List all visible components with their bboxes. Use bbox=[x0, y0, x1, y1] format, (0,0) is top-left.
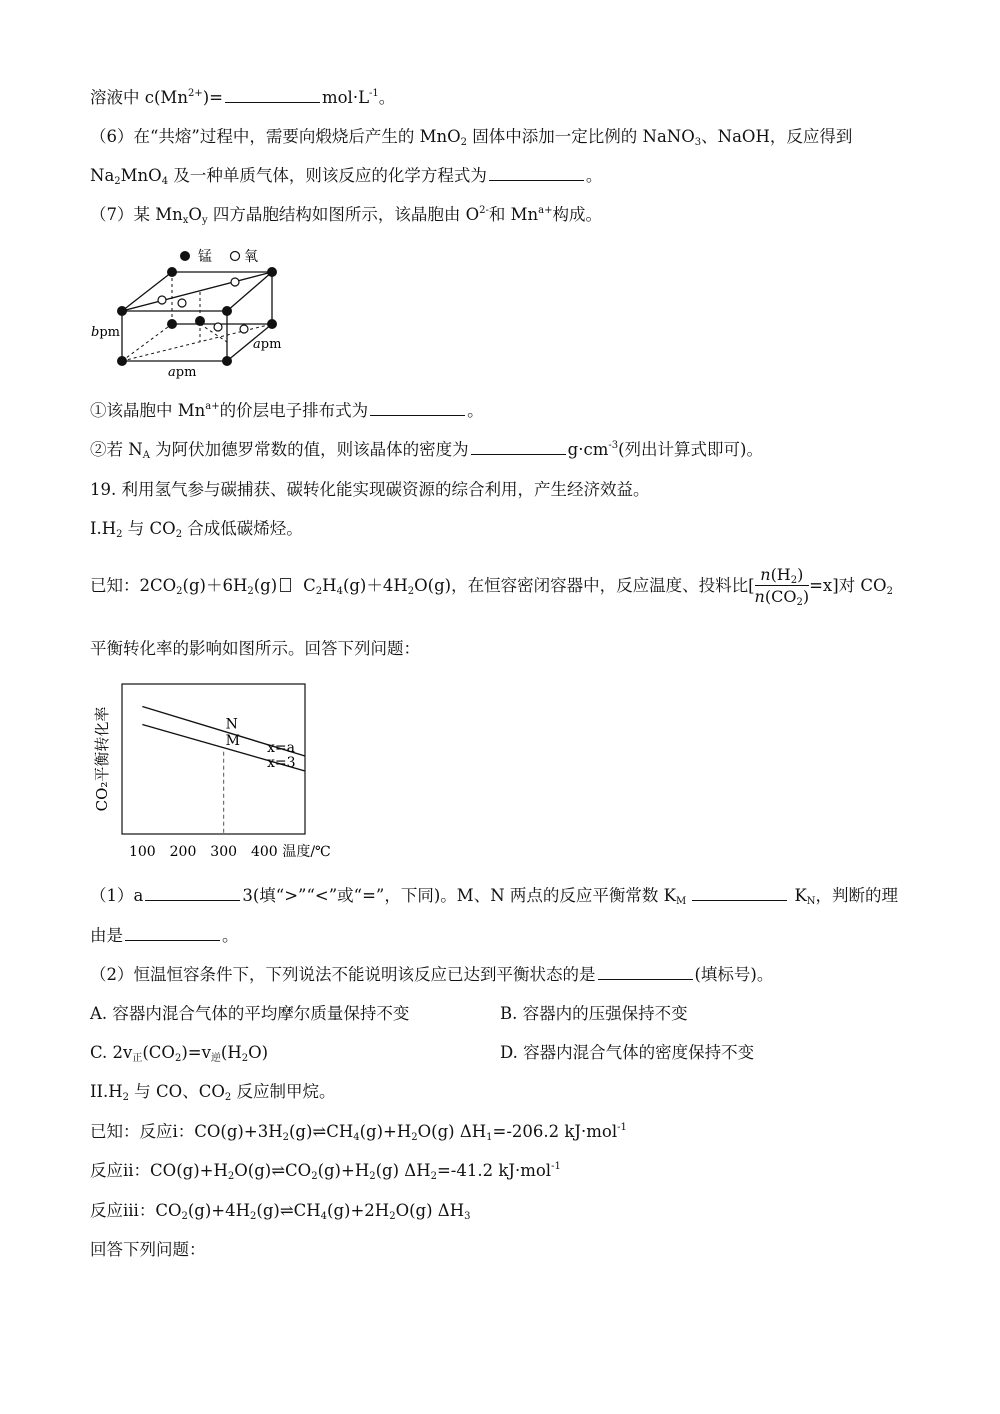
sub: 2 bbox=[430, 1171, 437, 1182]
sub: x bbox=[182, 215, 189, 226]
sup: a+ bbox=[205, 401, 220, 412]
sup: 2- bbox=[479, 205, 489, 216]
legend-o-label: 氧 bbox=[244, 249, 258, 265]
label-apm-right: apm bbox=[253, 337, 282, 352]
text: (g)⇌CH bbox=[256, 1201, 321, 1220]
text: (g)＋4H bbox=[342, 576, 408, 595]
text: =x]对 CO bbox=[809, 576, 887, 595]
sub: 2 bbox=[227, 1171, 235, 1182]
feed-ratio-fraction: $\frac{n(H_2)}{n(CO_2)}$ bbox=[754, 565, 810, 608]
text: O(g) ΔH bbox=[395, 1201, 465, 1220]
legend-mn-dot bbox=[180, 251, 190, 261]
text: O(g) ΔH bbox=[417, 1122, 487, 1141]
text: （2）恒温恒容条件下，下列说法不能说明该反应已达到平衡状态的是 bbox=[90, 965, 596, 984]
answer-blank[interactable] bbox=[225, 86, 320, 103]
part1-heading bbox=[90, 517, 303, 541]
text: ①该晶胞中 Mn bbox=[90, 401, 206, 420]
sub: 2 bbox=[241, 1053, 249, 1064]
sub: M bbox=[675, 896, 687, 907]
text: 构成。 bbox=[552, 205, 602, 224]
x-axis-label: 温度/℃ bbox=[282, 844, 331, 860]
text: 反应iii：CO bbox=[90, 1201, 182, 1220]
text: (H bbox=[220, 1043, 242, 1062]
sub: N bbox=[806, 896, 816, 907]
text: C. 2v bbox=[90, 1043, 133, 1062]
q6-line1 bbox=[90, 125, 852, 149]
text: O(g)，在恒容密闭容器中，反应温度、投料比[ bbox=[414, 576, 755, 595]
text: 及一种单质气体，则该反应的化学方程式为 bbox=[168, 166, 487, 185]
sup: -1 bbox=[369, 88, 379, 99]
text: =-206.2 kJ·mol bbox=[492, 1122, 618, 1141]
unit: mol·L bbox=[321, 88, 370, 107]
sub: 逆 bbox=[210, 1053, 221, 1064]
label-bpm: bpm bbox=[91, 325, 120, 340]
text: 四方晶胞结构如图所示，该晶胞由 O bbox=[207, 205, 480, 224]
text: 固体中添加一定比例的 NaNO bbox=[467, 127, 695, 146]
text: 。 bbox=[222, 926, 239, 945]
q19-2-line bbox=[90, 963, 773, 987]
sub: 2 bbox=[175, 529, 183, 540]
sub: 2 bbox=[460, 137, 468, 148]
sub: 4 bbox=[336, 586, 343, 597]
text: 3(填“>”“<”或“=”，下同)。M、N 两点的反应平衡常数 K bbox=[242, 886, 676, 905]
sup: -1 bbox=[617, 1122, 627, 1133]
sub: 2 bbox=[116, 529, 123, 540]
sub: 2 bbox=[176, 586, 183, 597]
sub: 4 bbox=[320, 1211, 328, 1222]
text: 与 CO bbox=[122, 519, 176, 538]
text: （1）a bbox=[90, 886, 144, 905]
text: 反应制甲烷。 bbox=[231, 1082, 336, 1101]
x-tick-label: 400 bbox=[250, 844, 278, 860]
sub: 4 bbox=[161, 176, 169, 187]
sub: 2 bbox=[247, 586, 254, 597]
text: (g)+2H bbox=[327, 1201, 390, 1220]
text: 已知：2CO bbox=[90, 576, 177, 595]
legend-mn-label: 锰 bbox=[198, 249, 212, 265]
sub: y bbox=[201, 215, 208, 226]
text: (列出计算式即可)。 bbox=[618, 440, 763, 459]
text: 为阿伏加德罗常数的值，则该晶体的密度为 bbox=[149, 440, 469, 459]
text: (CO bbox=[142, 1043, 175, 1062]
sub: 4 bbox=[353, 1132, 360, 1143]
crystal-cell-figure bbox=[85, 240, 305, 380]
text: (g)+H bbox=[359, 1122, 412, 1141]
text: （6）在“共熔”过程中，需要向煅烧后产生的 MnO bbox=[90, 127, 461, 146]
x-tick-label: 100 bbox=[128, 844, 156, 860]
text: Na bbox=[90, 166, 115, 185]
sub: 2 bbox=[369, 1171, 376, 1182]
text: H bbox=[322, 576, 337, 595]
equilibrium-box-glyph bbox=[280, 578, 291, 592]
reaction-iii bbox=[90, 1199, 470, 1223]
answer-blank[interactable] bbox=[125, 924, 220, 941]
text: II.H bbox=[90, 1082, 123, 1101]
text: 。 bbox=[378, 88, 396, 107]
unit: g·cm bbox=[567, 440, 609, 459]
q19-1-line: （1）a 3(填“>”“<”或“=”，下同)。M、N 两点的反应平衡常数 $K_M$ $K_N$，判断的理 bbox=[90, 886, 899, 907]
q5-tail-line bbox=[90, 86, 395, 110]
text: (g) ΔH bbox=[375, 1161, 431, 1180]
sub: 2 bbox=[411, 1132, 418, 1143]
text: 合成低碳烯烃。 bbox=[182, 519, 303, 538]
question-number: 19. bbox=[90, 480, 117, 499]
text: O bbox=[188, 205, 202, 224]
sub: 2 bbox=[174, 1053, 182, 1064]
text: (g) bbox=[253, 576, 278, 595]
text: O) bbox=[248, 1043, 269, 1062]
text: (填标号)。 bbox=[694, 965, 774, 984]
sub: 3 bbox=[464, 1211, 471, 1222]
option-b[interactable]: B. 容器内的压强保持不变 bbox=[500, 1004, 688, 1023]
sup: -3 bbox=[608, 440, 619, 451]
option-a[interactable]: A. 容器内混合气体的平均摩尔质量保持不变 bbox=[90, 1004, 410, 1023]
text: =-41.2 kJ·mol bbox=[436, 1161, 552, 1180]
sup: 2+ bbox=[187, 88, 203, 99]
x-tick-label: 300 bbox=[210, 844, 238, 860]
text: （7）某 Mn bbox=[90, 205, 183, 224]
text: 和 Mn bbox=[488, 205, 539, 224]
text: 由是 bbox=[90, 926, 123, 945]
text: (g)+4H bbox=[187, 1201, 251, 1220]
label-apm-bottom: apm bbox=[168, 365, 197, 380]
text: 利用氢气参与碳捕获、碳转化能实现碳资源的综合利用，产生经济效益。 bbox=[121, 480, 650, 499]
sub: A bbox=[142, 450, 150, 461]
sub: 2 bbox=[224, 1092, 232, 1103]
point-label-N: N bbox=[225, 716, 238, 733]
point-label-M: M bbox=[225, 732, 241, 749]
answer-blank[interactable] bbox=[598, 963, 693, 980]
q19-heading bbox=[90, 478, 650, 502]
sub: 2 bbox=[886, 586, 893, 597]
part2-heading bbox=[90, 1080, 335, 1104]
co2-conversion-chart bbox=[85, 676, 331, 866]
text: ②若 N bbox=[90, 440, 143, 459]
text: O(g)⇌CO bbox=[234, 1161, 312, 1180]
sub: 3 bbox=[694, 137, 702, 148]
sub: 正 bbox=[132, 1053, 143, 1064]
answer-blank[interactable] bbox=[489, 164, 584, 181]
text: (g)+H bbox=[317, 1161, 370, 1180]
text: MnO bbox=[120, 166, 162, 185]
known1-line2: 平衡转化率的影响如图所示。回答下列问题： bbox=[90, 639, 420, 658]
y-axis-label: CO₂平衡转化率 bbox=[93, 706, 111, 812]
x-tick-label: 200 bbox=[169, 844, 197, 860]
closing-line: 回答下列问题： bbox=[90, 1240, 206, 1259]
option-c[interactable] bbox=[90, 1041, 268, 1065]
sub: 2 bbox=[122, 1092, 130, 1103]
text: 的价层电子排布式为 bbox=[219, 401, 369, 420]
q6-line2 bbox=[90, 164, 602, 188]
series-label-1: x=a bbox=[267, 740, 295, 756]
sup: -1 bbox=[551, 1161, 561, 1172]
text: )= bbox=[202, 88, 223, 107]
reaction-ii bbox=[90, 1159, 561, 1183]
sub: 2 bbox=[389, 1211, 396, 1222]
series-label-2: x=3 bbox=[267, 755, 296, 771]
text: )=v bbox=[181, 1043, 211, 1062]
q19-1-line2 bbox=[90, 924, 239, 948]
answer-blank[interactable] bbox=[471, 438, 566, 455]
answer-blank[interactable] bbox=[692, 884, 787, 901]
reaction-i bbox=[90, 1120, 627, 1144]
text: 。 bbox=[467, 401, 484, 420]
text: ，判断的理 bbox=[815, 886, 899, 905]
option-d[interactable]: D. 容器内混合气体的密度保持不变 bbox=[500, 1043, 755, 1062]
sub: 2 bbox=[282, 1132, 289, 1143]
text: 溶液中 c(Mn bbox=[90, 88, 188, 107]
known1-line bbox=[90, 562, 893, 610]
q7-2-line bbox=[90, 438, 763, 462]
sub: 2 bbox=[181, 1211, 188, 1222]
text: 。 bbox=[585, 166, 603, 185]
text: 、NaOH，反应得到 bbox=[701, 127, 853, 146]
sub: 2 bbox=[250, 1211, 257, 1222]
text: (g)⇌CH bbox=[288, 1122, 354, 1141]
sub: 2 bbox=[114, 176, 121, 187]
text: (g)＋6H bbox=[182, 576, 248, 595]
sup: a+ bbox=[538, 205, 553, 216]
text: C bbox=[303, 576, 316, 595]
legend-o-dot bbox=[231, 252, 240, 261]
q7-1-line bbox=[90, 399, 484, 423]
sub: 2 bbox=[311, 1171, 318, 1182]
text: 已知：反应i：CO(g)+3H bbox=[90, 1122, 283, 1141]
q7-line bbox=[90, 203, 602, 227]
text: I.H bbox=[90, 519, 117, 538]
text: 反应ii：CO(g)+H bbox=[90, 1161, 228, 1180]
sub: 2 bbox=[407, 586, 415, 597]
text: 与 CO、CO bbox=[129, 1082, 225, 1101]
sub: 1 bbox=[486, 1132, 493, 1143]
answer-blank[interactable] bbox=[145, 884, 240, 901]
answer-blank[interactable] bbox=[370, 399, 465, 416]
sub: 2 bbox=[315, 586, 323, 597]
